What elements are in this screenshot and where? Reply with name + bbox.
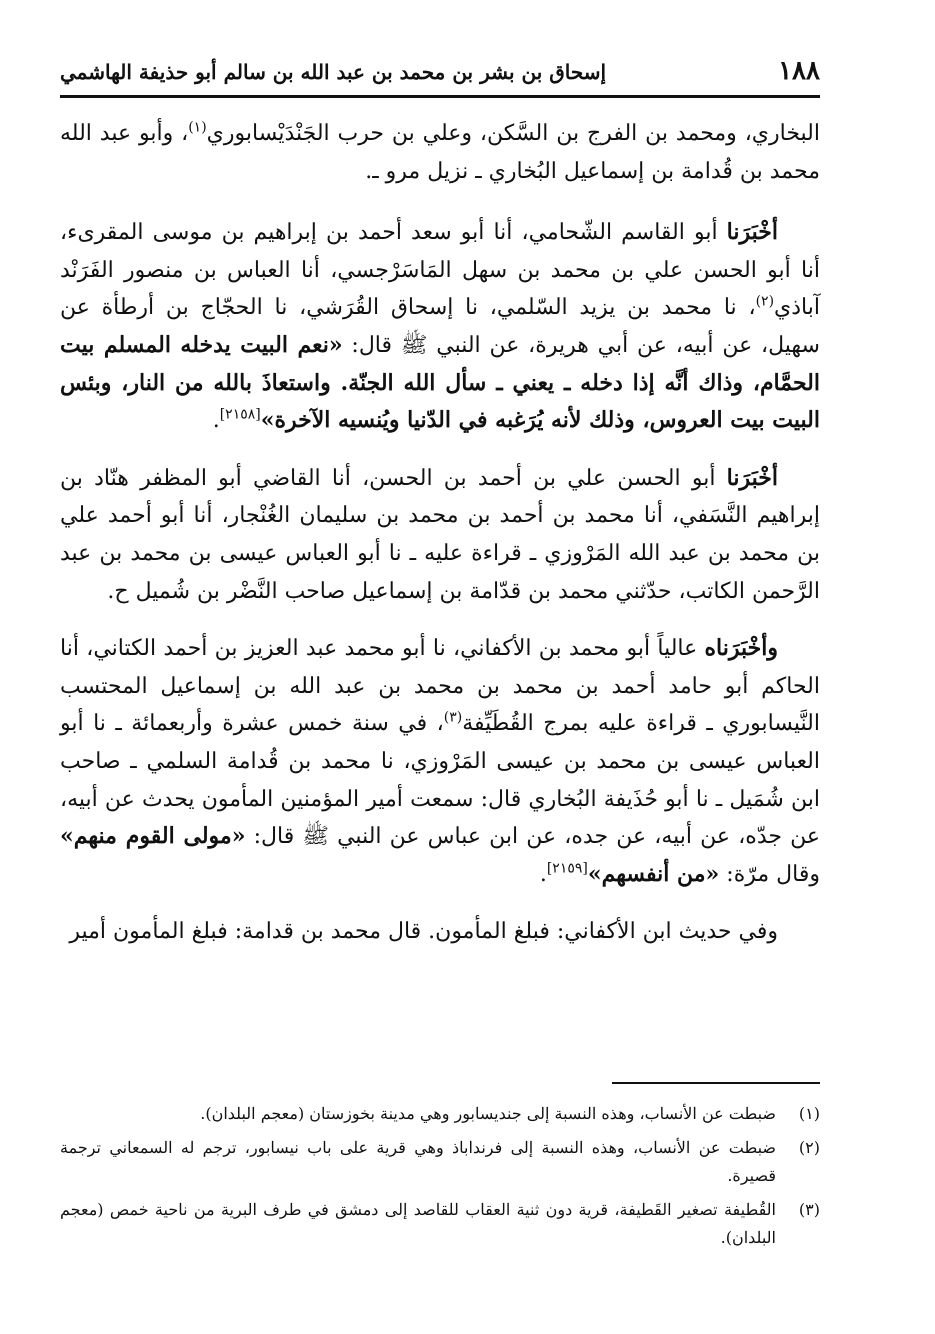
footnote-text: القُطيفة تصغير القَطيفة، قرية دون ثنية العقاب للقاصد إلى دمشق في طرف البرية من ناحية خمص (معجم البلدان). [60,1200,776,1247]
paragraph-4 [60,630,820,893]
paragraph-2-text-a: أبو القاسم الشّحامي، أنا أبو سعد أحمد بن إبراهيم بن موسى المقرىء، أنا أبو الحسن علي بن محمد بن سهل المَاسَرْجسي، أنا العباس بن منصور الفَرَنْد آباذي [60,220,820,321]
footnote-item [60,1196,820,1252]
paragraph-2-end: . [212,408,220,434]
paragraph-4-text-b: ، في سنة خمس عشرة وأربعمائة ـ نا أبو العباس عيسى بن محمد بن عيسى المَرْوزي، نا محمد بن قُدامة السلمي ـ صاحب ابن شُمَيل ـ نا أبو حُذَيفة البُخاري قال: سمعت أمير المؤمنين المأمون يحدث عن أبيه، عن جدّه، عن أبيه، عن جده، عن ابن عباس عن النبي ﷺ قال: [60,711,820,850]
footnote-number: (٣) [798,1200,820,1219]
footnote-text: ضبطت عن الأنساب، وهذه النسبة إلى فرنداباذ وهي قرية على باب نيسابور، ترجم له السمعاني ترجمة قصيرة. [60,1138,776,1185]
main-text [60,115,820,971]
paragraph-1 [60,115,820,190]
paragraph-3 [60,460,820,610]
footnotes [60,1100,820,1258]
paragraph-1-text-b: ، وأبو عبد الله محمد بن قُدامة بن إسماعيل البُخاري ـ نزيل مرو ـ. [60,121,820,184]
footnote-rule [612,1082,820,1084]
hadith-number: [٢١٥٩] [546,860,588,877]
paragraph-4-text-c: وقال مرّة: [719,861,820,887]
paragraph-2-lead: أخْبَرَنا [726,219,778,246]
page-header [60,52,820,92]
hadith-text: «مولى القوم منهم» [60,823,246,850]
footnote-ref-2: (٢) [755,294,775,311]
paragraph-2 [60,214,820,440]
footnote-item [60,1100,820,1128]
paragraph-3-lead: أخْبَرَنا [726,464,778,491]
paragraph-1-text-a: البخاري، ومحمد بن الفرج بن السَّكن، وعلي بن حرب الجَنْدَيْسابوري [206,121,820,146]
footnote-number: (٢) [798,1138,820,1157]
paragraph-3-text: أبو الحسن علي بن أحمد بن الحسن، أنا القاضي أبو المظفر هنّاد بن إبراهيم النَّسَفي، أنا محمد بن أحمد بن محمد بن سليمان الغُنْجار، أنا أبو أحمد علي بن محمد بن عبد الله المَرْوزي ـ قراءة عليه ـ نا أبو العباس عيسى بن محمد بن عبد الرَّحمن الكاتب، حدّثني محمد بن قدّامة بن إسماعيل صاحب النَّضْر بن شُميل ح. [60,465,820,604]
paragraph-4-text-a: عالياً أبو محمد بن الأكفاني، نا أبو محمد عبد العزيز بن أحمد الكتاني، أنا الحاكم أبو حامد أحمد بن محمد بن محمد بن عبد الله بن إسماعيل المحتسب النَّيسابوري ـ قراءة عليه بمرج القُطَيِّفة [60,636,821,737]
hadith-text: «نعم البيت يدخله المسلم بيت الحمَّام، وذاك أنَّه إذا دخله ـ يعني ـ سأل الله الجنّة. واستعاذَ بالله من النار، وبئس البيت بيت العروس، وذلك لأنه يُرَغبه في الدّنيا ويُنسيه الآخرة» [60,331,820,434]
paragraph-2-text-b: ، نا محمد بن يزيد السّلمي، نا إسحاق القُرَشي، نا الحجّاج بن أرطأة عن سهيل، عن أبيه، عن أبي هريرة، عن النبي ﷺ قال: [60,295,820,358]
page-number: ١٨٨ [778,56,820,86]
hadith-text: «من أنفسهم» [587,860,720,887]
footnote-item [60,1134,820,1190]
footnote-text: ضبطت عن الأنساب، وهذه النسبة إلى جنديسابور وهي مدينة بخوزستان (معجم البلدان). [200,1104,776,1123]
footnote-ref-3: (٣) [443,709,463,726]
footnote-number: (١) [798,1104,820,1123]
running-title: إسحاق بن بشر بن محمد بن عبد الله بن سالم أبو حذيفة الهاشمي [60,60,607,84]
paragraph-4-lead: وأخْبَرَناه [704,635,778,662]
header-rule [60,95,820,98]
hadith-number: [٢١٥٨] [219,406,261,423]
footnote-ref-1: (١) [188,119,207,136]
paragraph-4-end: . [539,861,547,887]
paragraph-5 [60,913,820,951]
paragraph-5-text: وفي حديث ابن الأكفاني: فبلغ المأمون. قال محمد بن قدامة: فبلغ المأمون أمير [69,919,778,945]
